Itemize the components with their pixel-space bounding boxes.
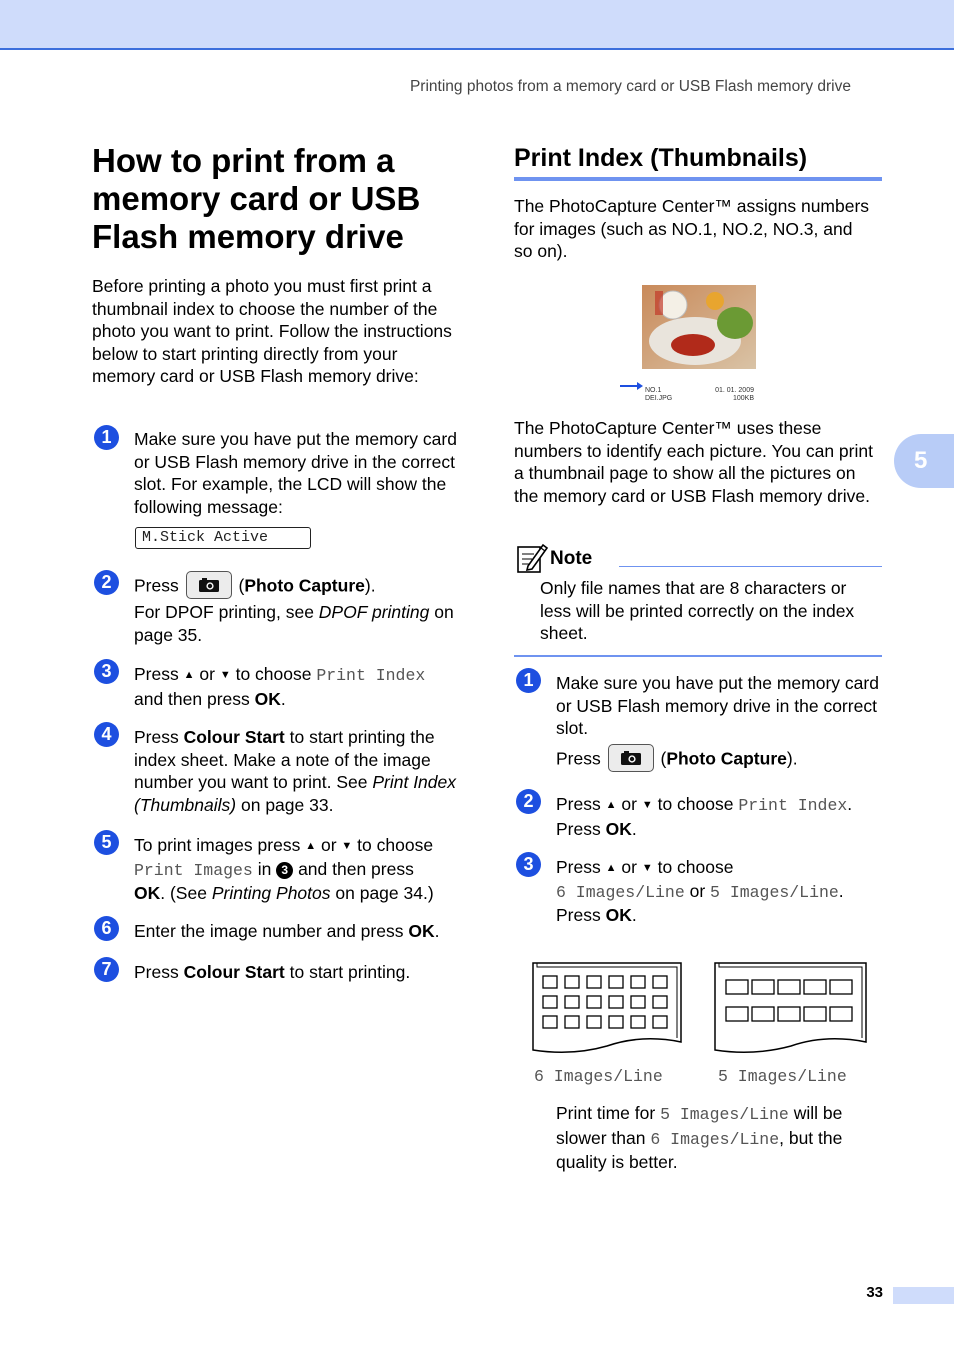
step-ref-badge: 3 [276, 862, 293, 879]
up-arrow-icon: ▲ [605, 799, 617, 811]
thumbnail-slot [609, 1016, 623, 1028]
ok-key: OK [254, 688, 281, 709]
thumbnail-slot [778, 980, 800, 994]
choose-word: to choose [357, 835, 434, 855]
page-number: 33 [866, 1284, 883, 1301]
thumbnail-slot [631, 1016, 645, 1028]
thumbnail-slot [830, 1007, 852, 1021]
right-step-badge-1: 1 [516, 668, 541, 693]
printing-photos-link[interactable]: Printing Photos [211, 883, 331, 903]
thumbnail-slot [631, 976, 645, 988]
print-time-mid: will be slower than [556, 1103, 843, 1148]
step-badge-6: 6 [94, 916, 119, 941]
print-time-text [556, 1102, 886, 1174]
down-arrow-icon: ▼ [641, 799, 653, 811]
or-word: or [199, 664, 215, 684]
top-banner [0, 0, 954, 50]
or-word: or [621, 857, 637, 877]
press-word: Press [134, 962, 179, 982]
menu-print-index: Print Index [316, 666, 426, 685]
thumbnail-slot [543, 976, 557, 988]
thumbnail-example-image [615, 283, 765, 405]
up-arrow-icon: ▲ [183, 669, 195, 681]
up-arrow-icon: ▲ [305, 840, 317, 852]
thumbnail-slot [565, 996, 579, 1008]
thumb-number: NO.1 [645, 387, 662, 394]
print-index-link[interactable]: Print Index (Thumbnails) [134, 772, 456, 815]
sheet-6-caption: 6 Images/Line [534, 1067, 663, 1086]
print-time-pre: Print time for [556, 1103, 656, 1123]
step5-text [134, 834, 464, 905]
thumbnail-slot [587, 1016, 601, 1028]
step4-body: to start printing the index sheet. Make a note of the image number you want to print. See [134, 727, 435, 792]
thumbnail-slot [609, 976, 623, 988]
section-title: Print Index (Thumbnails) [514, 144, 808, 172]
right-step-badge-2: 2 [516, 789, 541, 814]
sheet-6-images-diagram [532, 962, 682, 1058]
press-word: Press [134, 575, 179, 596]
thumbnail-slot [752, 980, 774, 994]
note-text: Only file names that are 8 characters or less will be printed correctly on the index sheet. [540, 578, 855, 643]
dpof-post: on page 35. [134, 602, 454, 645]
right-step1-press: Press (Photo Capture). [556, 746, 886, 774]
note-rule [619, 566, 882, 567]
section-rule [514, 177, 882, 181]
sheet-5-caption: 5 Images/Line [718, 1067, 847, 1086]
right-step1-text: Make sure you have put the memory card or USB Flash memory drive in the correct slot. [556, 673, 879, 738]
thumbnail-slot [653, 1016, 667, 1028]
step-badge-3: 3 [94, 659, 119, 684]
thumbnail-slot [830, 980, 852, 994]
thumbnail-slot [804, 980, 826, 994]
right-step2-text: Press ▲ or ▼ to choose Print Index. Press OK. [556, 794, 853, 839]
step7-text [134, 961, 474, 984]
footer-tab [893, 1287, 954, 1304]
step-badge-7: 7 [94, 957, 119, 982]
press-word: Press [134, 727, 179, 747]
note-title: Note [550, 548, 593, 569]
thumb-date: 01. 01. 2009 [715, 387, 754, 394]
right-step3-text: Press ▲ or ▼ to choose 6 Images/Line or 5 Images/Line. Press OK. [556, 857, 844, 925]
photo-capture-label: Photo Capture [244, 575, 365, 596]
option-6-images: 6 Images/Line [556, 882, 685, 902]
thumbnail-slot [587, 976, 601, 988]
thumbnail-slot [609, 996, 623, 1008]
camera-icon [621, 751, 641, 765]
option-6-images: 6 Images/Line [650, 1129, 780, 1149]
thumbnail-slot [587, 996, 601, 1008]
up-arrow-icon: ▲ [605, 862, 617, 874]
intro-paragraph-right: The PhotoCapture Center™ assigns numbers for images (such as NO.1, NO.2, NO.3, and so on). [514, 196, 870, 261]
sheet-5-images-diagram [714, 962, 868, 1058]
step4-post: on page 33. [241, 794, 334, 815]
note-bottom-rule [514, 655, 882, 657]
ok-key: OK [134, 883, 161, 903]
thumbnail-slot [653, 976, 667, 988]
press-word: Press [556, 857, 601, 877]
ok-key: OK [605, 905, 632, 925]
press-word: Press [134, 664, 179, 684]
step2-text: Press (Photo Capture). For DPOF printing, see DPOF printing on page 35. [134, 573, 464, 646]
step6-text: Enter the image number and press OK. [134, 921, 440, 941]
step5-pre: To print images press [134, 835, 301, 855]
note-pencil-icon [516, 542, 548, 574]
thumbnail-slot [752, 1007, 774, 1021]
print-time-post: , but the quality is better. [556, 1127, 843, 1172]
thumb-file: DEI.JPG [645, 395, 673, 402]
thumbnail-slot [726, 1007, 748, 1021]
down-arrow-icon: ▼ [341, 840, 353, 852]
or-word: or [320, 835, 337, 855]
lcd-message: M.Stick Active [135, 527, 311, 549]
colour-start-key: Colour Start [183, 962, 285, 982]
right-step-badge-3: 3 [516, 852, 541, 877]
step-badge-4: 4 [94, 722, 119, 747]
or-word: or [621, 794, 637, 814]
photo-capture-button [186, 571, 232, 599]
down-arrow-icon: ▼ [641, 862, 653, 874]
thumbnail-slot [565, 976, 579, 988]
press-word: Press [556, 794, 601, 814]
thumbnail-slot [778, 1007, 800, 1021]
menu-print-images: Print Images [134, 860, 253, 880]
intro-paragraph: Before printing a photo you must first print a thumbnail index to choose the number of the photo you want to print. Follow the instructions below to start printing directly from your memory card or USB Flash memory drive: [92, 276, 452, 386]
option-5-images: 5 Images/Line [660, 1105, 789, 1124]
step1-text: Make sure you have put the memory card or USB Flash memory drive in the correct slot. For example, the LCD will show the following message: [134, 429, 457, 517]
step-badge-2: 2 [94, 570, 119, 595]
colour-start-key: Colour Start [183, 727, 285, 747]
and-press: and then press [134, 688, 250, 709]
step7-body: to start printing. [289, 962, 411, 982]
running-header: Printing photos from a memory card or USB Flash memory drive [409, 78, 851, 95]
press-word: Press [556, 905, 601, 925]
choose-word: to choose [657, 794, 734, 814]
step-badge-5: 5 [94, 830, 119, 855]
option-5-images: 5 Images/Line [710, 882, 839, 902]
description-paragraph: The PhotoCapture Center™ uses these numbers to identify each picture. You can print a thumbnail page to show all the pictures on the memory card or USB Flash memory drive. [514, 418, 873, 506]
ok-key: OK [605, 818, 632, 839]
page-title: How to print from a memory card or USB Flash memory drive [92, 142, 421, 255]
step3-text: Press ▲ or ▼ to choose Print Index and then press OK. [134, 664, 426, 709]
thumbnail-slot [565, 1016, 579, 1028]
choose-word: to choose [657, 857, 734, 877]
chapter-tab: 5 [894, 434, 954, 488]
see-word: . (See [160, 883, 207, 903]
thumbnail-slot [543, 1016, 557, 1028]
thumbnail-slot [726, 980, 748, 994]
thumbnail-slot [804, 1007, 826, 1021]
photo-capture-button [608, 744, 654, 772]
thumbnail-slot [653, 996, 667, 1008]
photo-capture-label: Photo Capture [666, 748, 787, 769]
step6-body: Enter the image number and press [134, 921, 404, 941]
thumbnail-slot [631, 996, 645, 1008]
choose-word: to choose [235, 664, 312, 684]
press-word: Press [556, 748, 601, 769]
step5-post: on page 34.) [335, 883, 434, 903]
step4-text [134, 726, 464, 816]
down-arrow-icon: ▼ [219, 669, 231, 681]
press-word: Press [556, 818, 601, 839]
ok-key: OK [408, 921, 435, 941]
and-press: and then press [298, 858, 414, 879]
dpof-link[interactable]: DPOF printing [318, 602, 430, 622]
thumb-size: 100KB [732, 395, 754, 402]
menu-print-index: Print Index [738, 796, 848, 815]
in-word: in [257, 858, 272, 879]
step-badge-1: 1 [94, 425, 119, 450]
or-word: or [689, 880, 706, 901]
camera-icon [199, 578, 219, 592]
thumbnail-slot [543, 996, 557, 1008]
dpof-pre: For DPOF printing, see [134, 602, 314, 622]
